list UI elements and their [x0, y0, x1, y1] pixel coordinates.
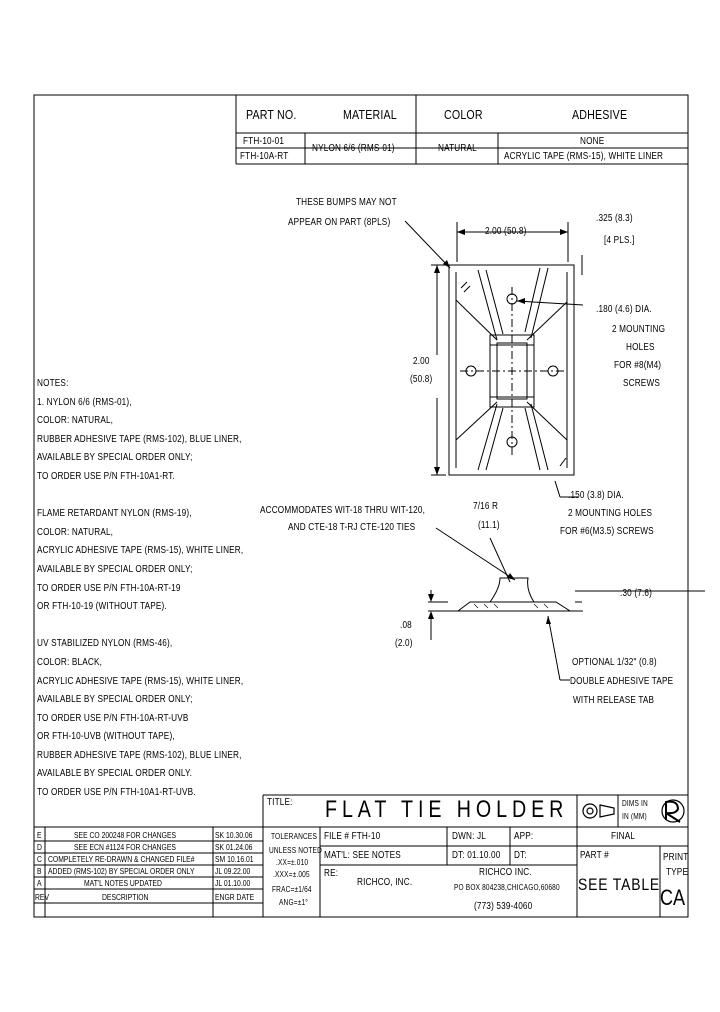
rev-desc: SEE ECN #1124 FOR CHANGES	[74, 843, 176, 852]
note-line: COLOR: BLACK,	[37, 656, 103, 668]
row1-material: NYLON 6/6 (RMS-01)	[312, 143, 395, 154]
rev-letter: A	[37, 879, 42, 888]
note-line: OR FTH-10-UVB (WITHOUT TAPE),	[37, 731, 175, 743]
rev-header-engr: ENGR DATE	[215, 893, 255, 902]
row1-color: NATURAL	[438, 143, 477, 154]
note-line: ACRYLIC ADHESIVE TAPE (RMS-15), WHITE LINER,	[37, 675, 244, 687]
note-line: AVAILABLE BY SPECIAL ORDER ONLY;	[37, 452, 193, 464]
corner-dim-qty: [4 PLS.]	[604, 235, 635, 246]
top-view	[405, 221, 583, 497]
note-line: TO ORDER USE P/N FTH-10A-RT-UVB	[37, 712, 189, 724]
dims-label-line1: DIMS IN	[622, 799, 648, 808]
radius-dim: 7/16 R	[473, 501, 499, 512]
row1-part-no: FTH-10-01	[243, 136, 285, 147]
revision-table	[34, 830, 263, 904]
note-line	[37, 490, 299, 509]
base-thickness-dim: .08	[400, 620, 412, 631]
print-type-label-line1: PRINT	[663, 852, 689, 863]
optional-tape-line2: DOUBLE ADHESIVE TAPE	[570, 676, 674, 687]
col-header-color: COLOR	[444, 107, 483, 122]
rev-engr: JL 09.22.00	[215, 867, 251, 876]
row1-adhesive: NONE	[580, 136, 605, 147]
rev-letter: C	[37, 855, 42, 864]
rev-engr: JL 01.10.00	[215, 879, 251, 888]
note-line: AVAILABLE BY SPECIAL ORDER ONLY;	[37, 694, 193, 706]
approved-by: APP:	[514, 831, 534, 842]
notes-block	[37, 378, 357, 806]
drawing-title: FLAT TIE HOLDER	[325, 796, 569, 823]
note-line: TO ORDER USE P/N FTH-10A1-RT.	[37, 470, 175, 482]
note-line	[37, 620, 299, 639]
width-dim: 2.00 (50.8)	[485, 226, 527, 237]
note-line: TO ORDER USE P/N FTH-10A-RT-19	[37, 582, 181, 594]
radius-dim-mm: (11.1)	[478, 520, 500, 531]
hole180-line1: .180 (4.6) DIA.	[596, 304, 652, 315]
note-line: FLAME RETARDANT NYLON (RMS-19),	[37, 508, 192, 520]
row2-part-no: FTH-10A-RT	[240, 151, 289, 162]
material-ref: MAT'L: SEE NOTES	[324, 850, 401, 861]
hole180-line5: SCREWS	[623, 378, 660, 389]
revision-row	[34, 878, 263, 890]
print-type-value: CA	[660, 885, 686, 910]
note-line: NOTES:	[37, 378, 69, 389]
part-number-value: SEE TABLE	[578, 875, 661, 894]
corner-dim: .325 (8.3)	[596, 213, 633, 224]
height-dim-mm: (50.8)	[410, 374, 433, 385]
base-thickness-mm: (2.0)	[395, 638, 413, 649]
hole150-line3: FOR #6(M3.5) SCREWS	[560, 526, 654, 537]
note-line: OR FTH-10-19 (WITHOUT TAPE).	[37, 601, 167, 613]
col-header-part-no: PART NO.	[246, 107, 297, 122]
note-line: RUBBER ADHESIVE TAPE (RMS-102), BLUE LINER,	[37, 749, 242, 761]
drawn-by: DWN: JL	[452, 831, 486, 842]
tolerance-line: .XX=±.010	[276, 858, 309, 867]
note-line: COLOR: NATURAL,	[37, 415, 114, 427]
rev-letter: D	[37, 843, 42, 852]
rev-letter: B	[37, 867, 42, 876]
revision-row	[34, 830, 263, 842]
bumps-note-line2: APPEAR ON PART (8PLS)	[288, 217, 391, 228]
company-address: PO BOX 804238,CHICAGO,60680	[454, 883, 560, 892]
tolerance-line: .XXX=±.005	[273, 870, 310, 879]
approved-date: DT:	[514, 850, 527, 861]
re-label: RE:	[324, 868, 339, 879]
hole180-line3: HOLES	[626, 342, 655, 353]
hole150-line2: 2 MOUNTING HOLES	[568, 508, 653, 519]
rev-desc: ADDED (RMS-102) BY SPECIAL ORDER ONLY	[48, 867, 195, 876]
side-view	[428, 528, 705, 680]
optional-tape-line1: OPTIONAL 1/32" (0.8)	[572, 657, 657, 668]
note-line: 1. NYLON 6/6 (RMS-01),	[37, 396, 132, 408]
hole180-line2: 2 MOUNTING	[612, 324, 666, 335]
drawn-date: DT: 01.10.00	[452, 850, 501, 861]
hole180-line4: FOR #8(M4)	[614, 360, 662, 371]
company-name-left: RICHCO, INC.	[357, 877, 413, 888]
rev-engr: SK 10.30.06	[215, 831, 253, 840]
bumps-note-line1: THESE BUMPS MAY NOT	[296, 197, 397, 208]
dims-label-line2: IN (MM)	[622, 812, 647, 821]
rev-header-rev: REV	[35, 893, 49, 902]
company-phone: (773) 539-4060	[474, 901, 533, 912]
accommodates-line1: ACCOMMODATES WIT-18 THRU WIT-120,	[260, 505, 426, 516]
rev-desc: COMPLETELY RE-DRAWN & CHANGED FILE#	[48, 855, 195, 864]
final-status: FINAL	[611, 831, 636, 842]
note-line: RUBBER ADHESIVE TAPE (RMS-102), BLUE LINER,	[37, 433, 242, 445]
revision-row	[34, 842, 263, 854]
overall-height-dim: .30 (7.6)	[620, 588, 653, 599]
company-name: RICHCO INC.	[479, 867, 532, 878]
note-line: COLOR: NATURAL,	[37, 526, 114, 538]
tolerance-line: UNLESS NOTED	[269, 846, 323, 855]
height-dim: 2.00	[413, 356, 430, 367]
tolerance-line: TOLERANCES	[271, 832, 317, 841]
rev-letter: E	[37, 831, 42, 840]
side-view-base	[458, 602, 570, 611]
row2-adhesive: ACRYLIC TAPE (RMS-15), WHITE LINER	[504, 151, 664, 162]
rev-desc: MAT'L NOTES UPDATED	[84, 879, 162, 888]
revision-header-row	[34, 892, 263, 904]
note-line: UV STABILIZED NYLON (RMS-46),	[37, 638, 173, 650]
title-label: TITLE:	[267, 797, 293, 808]
rev-engr: SM 10.16.01	[215, 855, 254, 864]
hole150-line1: .150 (3.8) DIA.	[568, 490, 624, 501]
tolerance-line: ANG=±1°	[279, 898, 309, 907]
tolerance-line: FRAC=±1/64	[272, 885, 312, 894]
col-header-adhesive: ADHESIVE	[572, 107, 628, 122]
side-view-boss	[490, 578, 534, 602]
accommodates-line2: AND CTE-18 T-RJ CTE-120 TIES	[288, 522, 416, 533]
note-line: AVAILABLE BY SPECIAL ORDER ONLY;	[37, 563, 193, 575]
note-line: ACRYLIC ADHESIVE TAPE (RMS-15), WHITE LINER,	[37, 545, 244, 557]
file-number: FILE # FTH-10	[324, 831, 381, 842]
print-type-label-line2: TYPE	[666, 867, 689, 878]
projection-symbol	[583, 804, 597, 818]
rev-header-desc: DESCRIPTION	[102, 893, 149, 902]
revision-row	[34, 854, 263, 866]
note-line: TO ORDER USE P/N FTH-10A1-RT-UVB.	[37, 787, 196, 799]
rev-desc: SEE CO 200248 FOR CHANGES	[74, 831, 177, 840]
col-header-material: MATERIAL	[343, 107, 397, 122]
optional-tape-line3: WITH RELEASE TAB	[573, 695, 655, 706]
revision-row	[34, 866, 263, 878]
note-line: AVAILABLE BY SPECIAL ORDER ONLY.	[37, 768, 193, 780]
rev-engr: SK 01.24.06	[215, 843, 253, 852]
part-number-label: PART #	[580, 850, 609, 861]
